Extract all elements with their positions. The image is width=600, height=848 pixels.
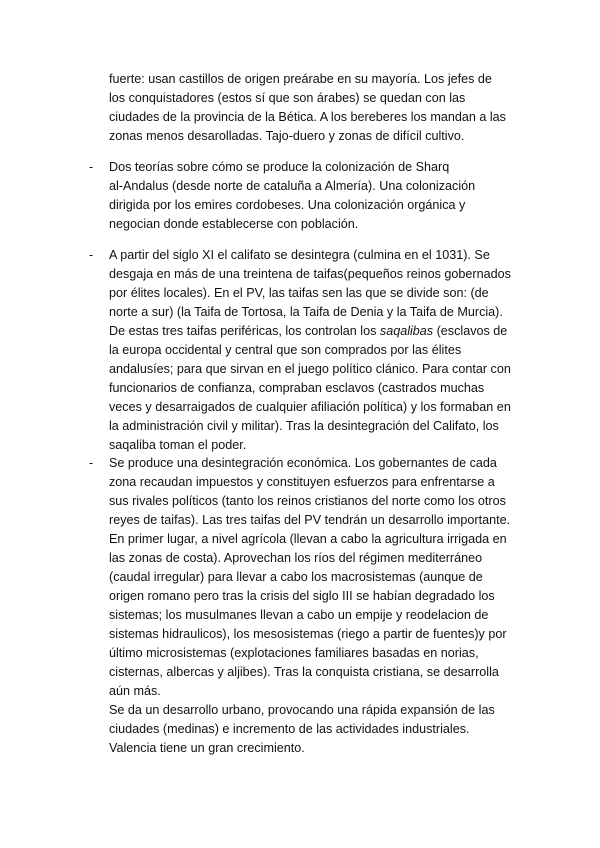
text-line: por élites locales). En el PV, las taifas sen las que se divide son: (de (109, 286, 489, 300)
text-line: norte a sur) (la Taifa de Tortosa, la Taifa de Denia y la Taifa de Murcia). (109, 305, 503, 319)
text-line: fuerte: usan castillos de origen preárabe en su mayoría. Los jefes de (109, 72, 492, 86)
text-line: sistemas hidraulicos), los mesosistemas (riego a partir de fuentes)y por (109, 627, 507, 641)
text-line: zona recaudan impuestos y constituyen esfuerzos para enfrentarse a (109, 475, 495, 489)
text-line: (caudal irregular) para llevar a cabo los macrosistemas (aunque de (109, 570, 483, 584)
list-bullet: - (89, 248, 94, 262)
list-item-economy (109, 454, 529, 758)
text-line-mixed (109, 322, 529, 341)
text-line: negocian donde establecerse con población. (109, 217, 359, 231)
list-bullet: - (89, 160, 94, 174)
text-line: desgaja en más de una treintena de taifas(pequeños reinos gobernados (109, 267, 511, 281)
text-line: la europa occidental y central que son comprados por las élites (109, 343, 462, 357)
italic-term: saqalibas (379, 324, 434, 338)
text-line: zonas menos desarolladas. Tajo-duero y zonas de difícil cultivo. (109, 129, 465, 143)
text-line: la administración civil y militar). Tras la desintegración del Califato, los (109, 419, 499, 433)
text-line: los conquistadores (estos sí que son árabes) se quedan con las (109, 91, 466, 105)
text-line: funcionarios de confianza, compraban esclavos (castrados muchas (109, 381, 485, 395)
text-line: aún más. (109, 684, 161, 698)
text-line: dirigida por los emires cordobeses. Una colonización orgánica y (109, 198, 466, 212)
text-line: las zonas de costa). Aprovechan los ríos del régimen mediterráneo (109, 551, 483, 565)
text-line: reyes de taifas). Las tres taifas del PV tendrán un desarrollo importante. (109, 513, 511, 527)
text-line: origen romano pero tras la crisis del siglo III se habían degradado los (109, 589, 495, 603)
text-line: andalusíes; para que sirvan en el juego político clánico. Para contar con (109, 362, 511, 376)
text-line: ciudades de la provincia de la Bética. A los bereberes los mandan a las (109, 110, 506, 124)
text-line: Se da un desarrollo urbano, provocando una rápida expansión de las (109, 703, 495, 717)
text-line: sistemas; los musulmanes llevan a cabo un empije y reodelacion de (109, 608, 489, 622)
list-bullet: - (89, 456, 94, 470)
text-line: Dos teorías sobre cómo se produce la colonización de Sharq (109, 160, 450, 174)
text-line: veces y desarraigados de cualquier afiliación política) y los formaban en (109, 400, 511, 414)
text-line: saqaliba toman el poder. (109, 438, 247, 452)
text-line: A partir del siglo XI el califato se desintegra (culmina en el 1031). Se (109, 248, 490, 262)
list-item-taifas (109, 246, 529, 455)
text-line: En primer lugar, a nivel agrícola (llevan a cabo la agricultura irrigada en (109, 532, 507, 546)
text-line: al-Andalus (desde norte de cataluña a Almería). Una colonización (109, 179, 476, 193)
text-run: De estas tres taifas periféricas, los controlan los (109, 324, 380, 338)
text-line: Valencia tiene un gran crecimiento. (109, 741, 305, 755)
text-line: ciudades (medinas) e incremento de las actividades industriales. (109, 722, 470, 736)
text-line: Se produce una desintegración económica. Los gobernantes de cada (109, 456, 497, 470)
text-line: cisternas, albercas y aljibes). Tras la conquista cristiana, se desarrolla (109, 665, 499, 679)
list-item-colonization (109, 158, 529, 234)
text-line: sus rivales políticos (tanto los reinos cristianos del norte como los otros (109, 494, 506, 508)
paragraph-continuation (109, 70, 529, 146)
text-run: (esclavos de (433, 324, 508, 338)
text-line: último microsistemas (explotaciones familiares basadas en norias, (109, 646, 479, 660)
